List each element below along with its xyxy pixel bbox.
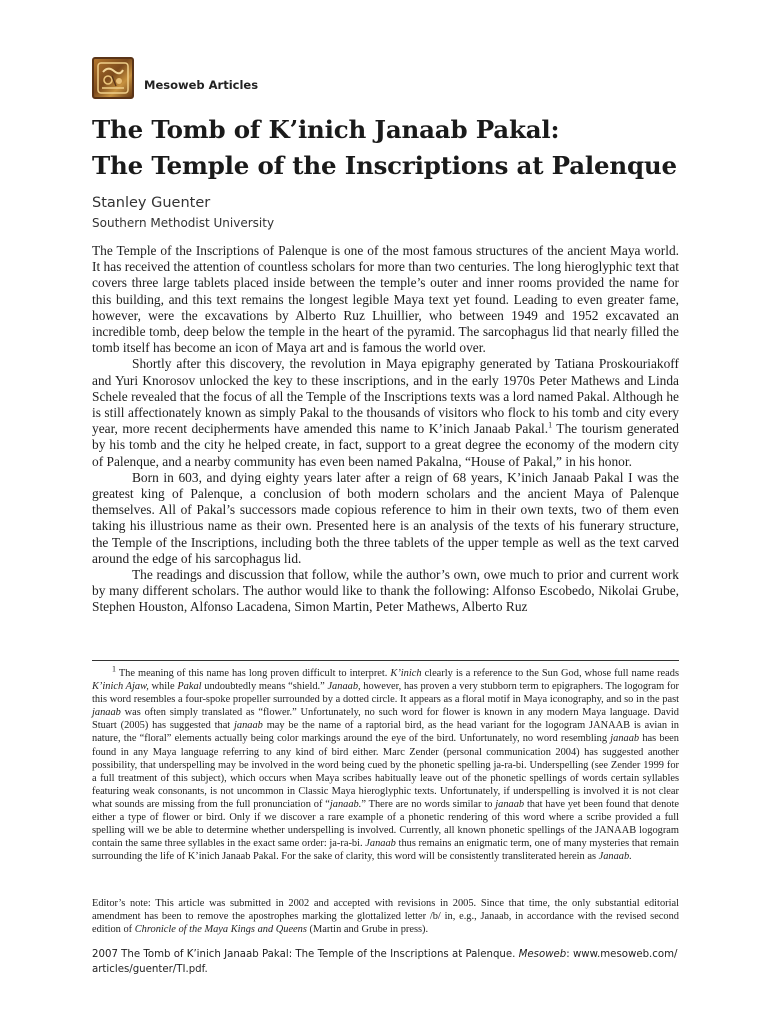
body-paragraph-4: The readings and discussion that follow, while the author’s own, owe much to prior and current work by many different scholars. The author would like to thank the following: Alfonso Escobedo, Nikolai Grube, Stephen Houston, Alfonso Lacadena, Simon Martin, Peter Mathews, Alberto Ruz xyxy=(92,567,679,615)
body-paragraph-2: Shortly after this discovery, the revolution in Maya epigraphy generated by Tatiana Proskouriakoff and Yuri Knorosov unlocked the key to these inscriptions, and in the early 1970s Peter Mathews and Linda Schele revealed that the focus of all the Temple of the Inscriptions texts was a lord named Pakal. Although he is still affectionately known as simply Pakal to the thousands of visitors who flock to his tomb and city every year, more recent decipherments have amended this name to K’inich Janaab Pakal.$^1$ The tourism generated by his tomb and the city he helped create, in fact, support to a great degree the economy of the modern city of Palenque, and a nearby community has even been named Pakalna, “House of Pakal,” in his honor. xyxy=(92,356,680,469)
body-paragraph-1: The Temple of the Inscriptions of Palenque is one of the most famous structures of the ancient Maya world. It has received the attention of countless scholars for more than two centuries. The long hieroglyphic text that covers three large tablets placed inside between the temple’s outer and inner rooms provided the name for this building, and this text remains the longest legible Maya text yet found. Leading to even greater fame, however, were the excavations by Alberto Ruz Lhuillier, who between 1949 and 1952 excavated an incredible tomb, deep below the temple in the heart of the pyramid. The sarcophagus lid that nearly filled the tomb itself has become an icon of Maya art and is famous the world over. xyxy=(92,243,679,356)
body-paragraph-3: Born in 603, and dying eighty years later after a reign of 68 years, K’inich Janaab Pakal I was the greatest king of Palenque, a conclusion of both modern scholars and the ancient Maya of Palenque themselves. All of Pakal’s successors made copious reference to him in their own texts, two of them even taking his illustrious name as their own. Presented here is an analysis of the texts of his funerary structure, the Temple of the Inscriptions, including both the three tablets of the upper temple as well as the text carved around the edge of his sarcophagus lid. xyxy=(92,469,679,566)
title-line-2: The Temple of the Inscriptions at Palenque xyxy=(92,151,677,180)
footnote-1: $^1$ The meaning of this name has long proven difficult to interpret. K’inich clearly is a reference to the Sun God, whose full name reads K’inich Ajaw, while Pakal undoubtedly means “shield.” Janaab, however, has proven a very stubborn term to epigraphers. The logogram for this word resembles a four-spoke propeller surrounded by a dotted circle. It appears as a floral motif in Maya iconography, and so in the past janaab was often simply translated as “flower.” Unfortunately, no such word for flower is known in any modern Maya language. David Stuart (2005) has suggested that janaab may be the name of a raptorial bird, as the head variant for the logogram JANAAB is avian in nature, the “floral” elements actually being color markings around the eye of the bird. Unfortunately, no word resembling janaab has been found in any Maya language referring to any kind of bird either. Marc Zender (personal communication 2004) has suggested another possibility, that underspelling may be involved in the word being cued by the phonetic spelling ja-ra-bi. Underspelling (see Zender 1999 for a full treatment of this subject), which occurs when Maya scribes habitually leave out of the phonetic spellings of words certain syllables featuring weak consonants, is not uncommon in Classic Maya hieroglyphic texts. Unfortunately, if underspelling is involved it is not clear what sounds are missing from the full pronunciation of “janaab.” There are no words similar to janaab that have yet been found that denote either a type of flower or bird. Only if we discover a rare example of a phonetic rendering of this word where a scribe provided a full spelling will we be able to determine whether underspelling is involved. Currently, all known phonetic spellings of the JANAAB logogram contain the same three syllables in the exact same order: ja-ra-bi. Janaab thus remains an enigmatic term, one of many mysteries that remain surrounding the life of K’inich Janaab Pakal. For the sake of clarity, this word will be consistently transliterated herein as Janaab. xyxy=(92,664,680,863)
citation: 2007 The Tomb of K’inich Janaab Pakal: The Temple of the Inscriptions at Palenque. Mesoweb: www.mesoweb.com/ articles/guenter/TI.pdf. xyxy=(92,949,678,975)
article-title xyxy=(92,112,692,184)
article-body xyxy=(92,243,679,616)
footnote-number: 1 xyxy=(112,664,116,674)
mesoweb-logo-icon xyxy=(92,57,134,99)
header xyxy=(92,55,258,101)
series-label: Mesoweb Articles xyxy=(144,78,259,92)
author-affiliation: Southern Methodist University xyxy=(92,216,275,230)
footnote-ref[interactable]: 1 xyxy=(548,420,553,430)
footnote-divider xyxy=(92,660,679,661)
editors-note: Editor’s note: This article was submitted in 2002 and accepted with revisions in 2005. Since that time, the only substantial editorial amendment has been to remove the apostrophes marking the glottalized letter /b/ in, e.g., Janaab, in accordance with the revised second edition of Chronicle of the Maya Kings and Queens (Martin and Grube in press). xyxy=(92,898,679,936)
author-name: Stanley Guenter xyxy=(92,195,211,211)
title-line-1: The Tomb of K’inich Janaab Pakal: xyxy=(92,115,560,144)
